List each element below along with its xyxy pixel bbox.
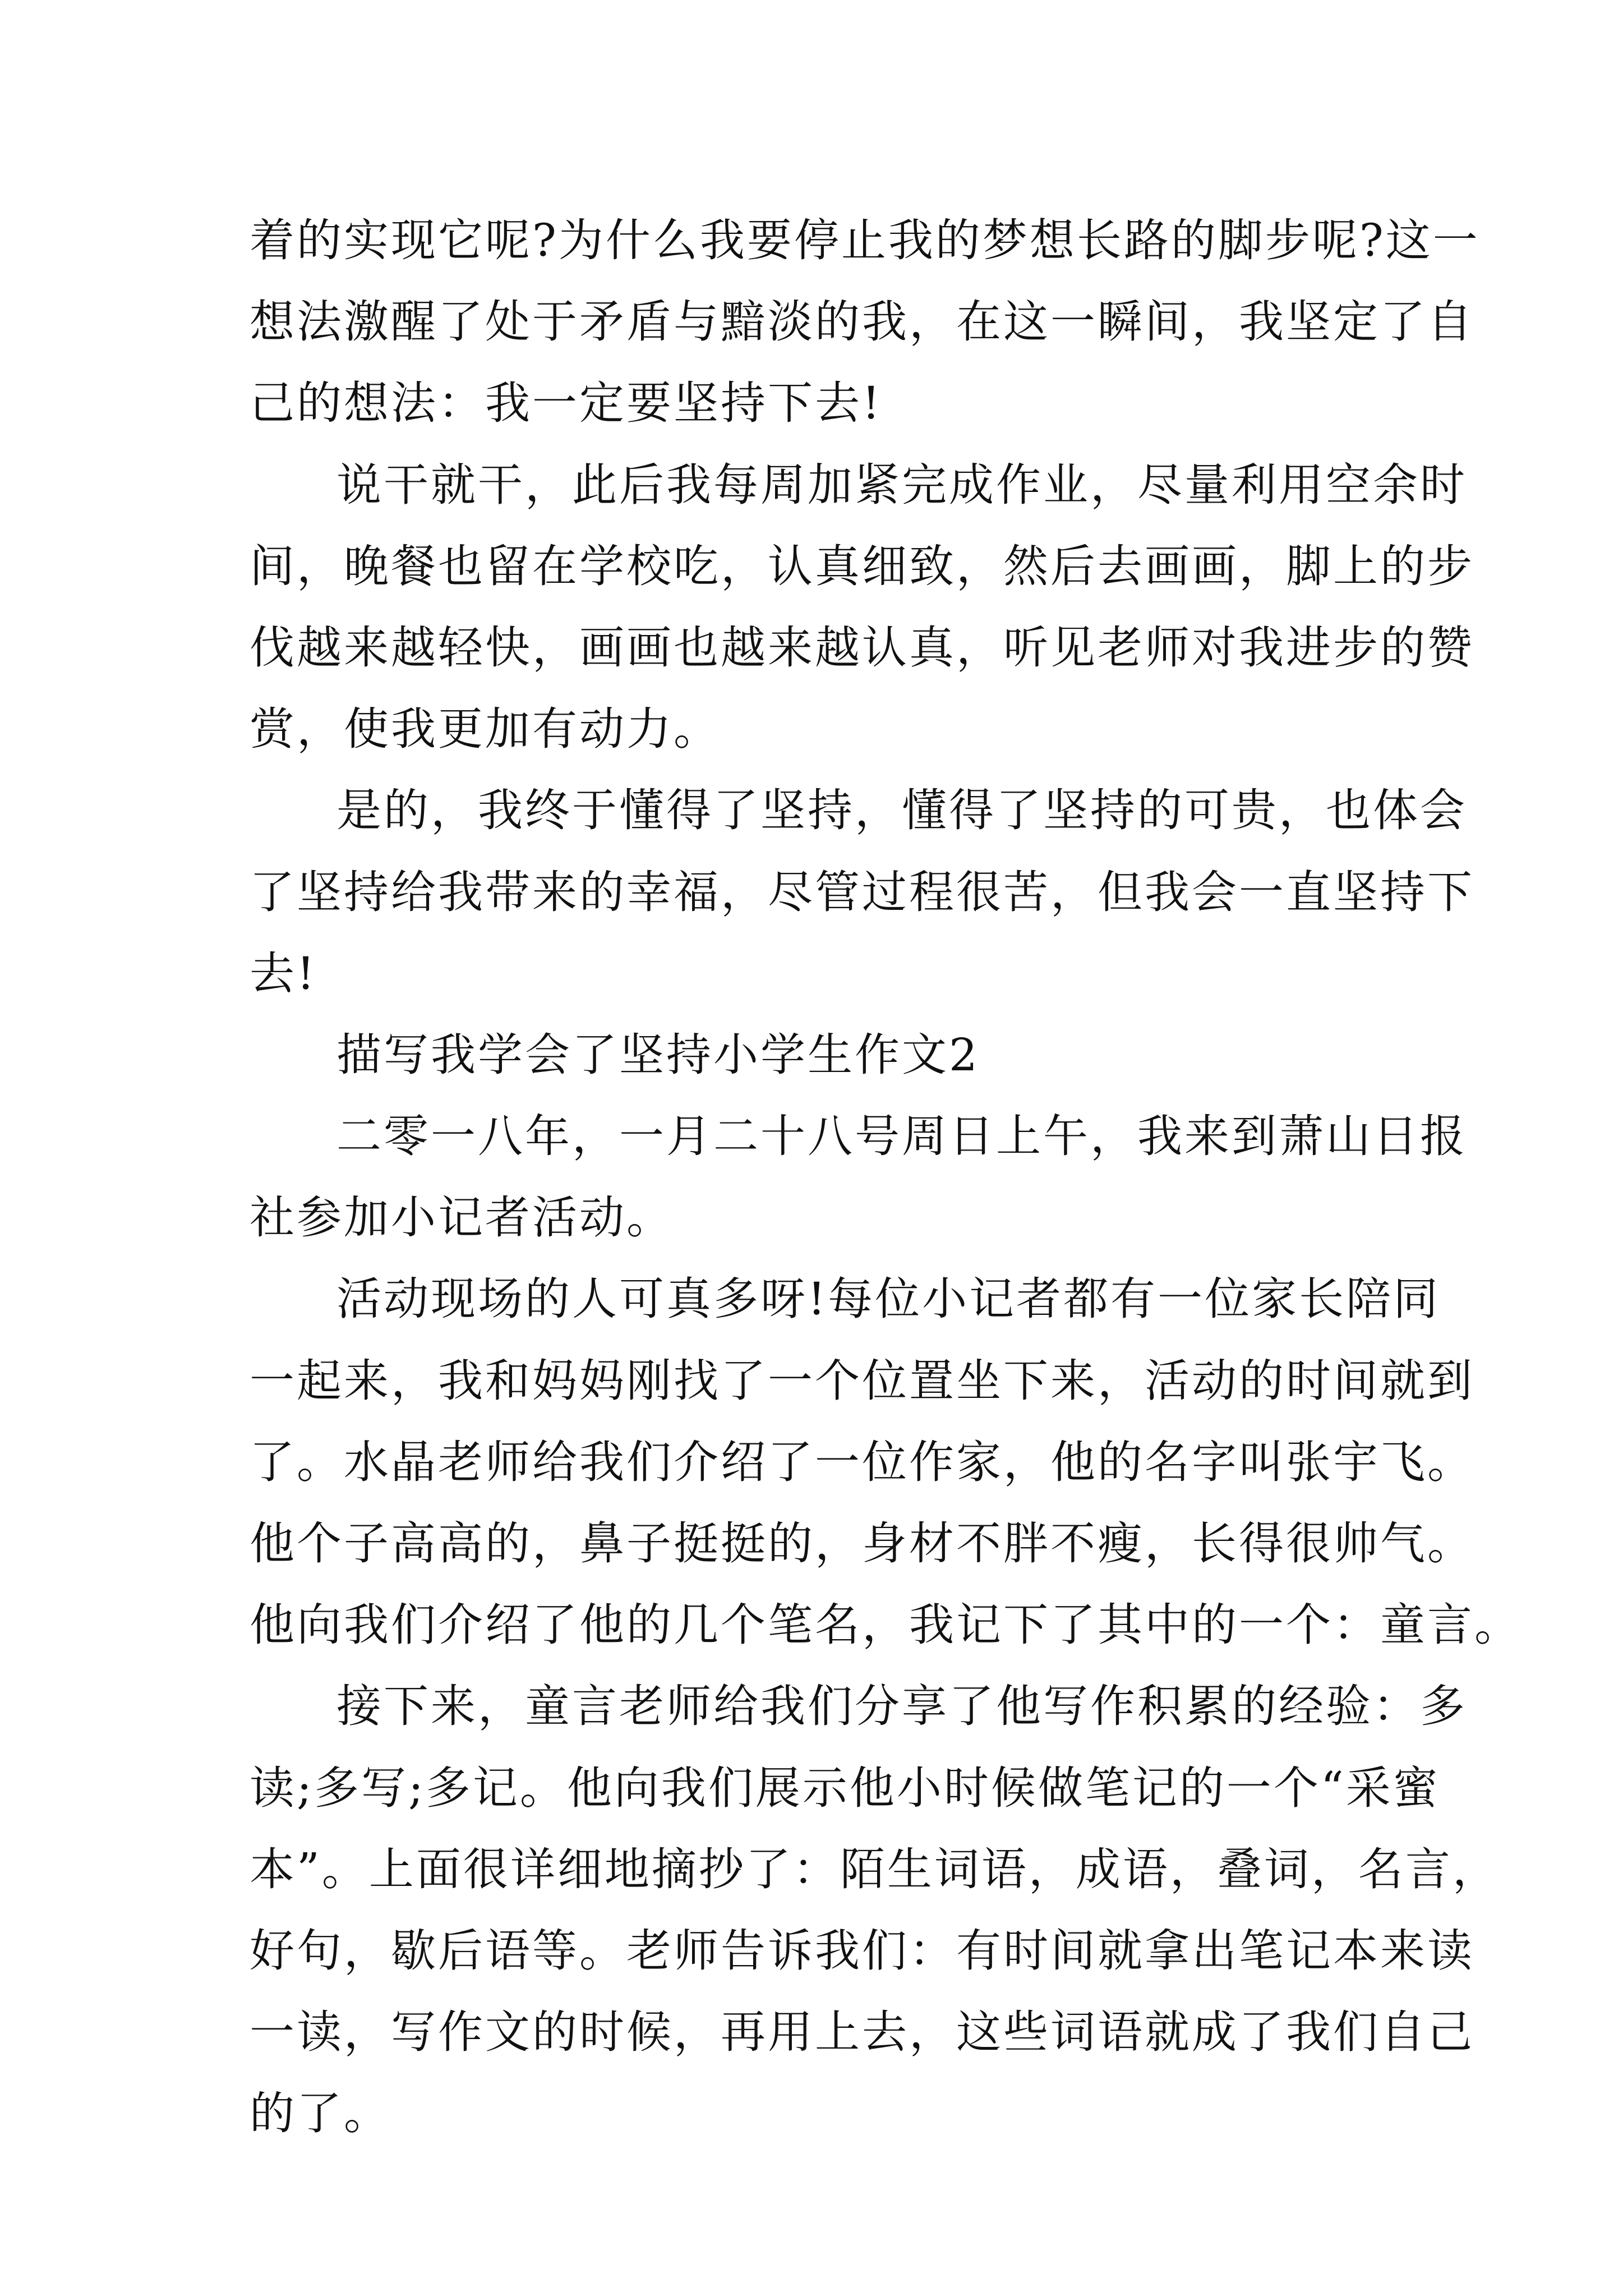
paragraph-first-line: 接下来，童言老师给我们分享了他写作积累的经验：多 (336, 1680, 1467, 1733)
text-line: 了。水晶老师给我们介绍了一位作家，他的名字叫张宇飞。 (250, 1435, 1474, 1488)
text-line: 了坚持给我带来的幸福，尽管过程很苦，但我会一直坚持下 (250, 866, 1474, 918)
text-line: 他向我们介绍了他的几个笔名，我记下了其中的一个：童言。 (250, 1599, 1521, 1651)
paragraph-first-line: 说干就干，此后我每周加紧完成作业，尽量利用空余时 (336, 458, 1467, 511)
text-line: 的了。 (250, 2087, 391, 2140)
text-line: 己的想法：我一定要坚持下去! (250, 377, 883, 430)
text-line: 着的实现它呢?为什么我要停止我的梦想长路的脚步呢?这一 (250, 214, 1480, 266)
paragraph-first-line: 是的，我终于懂得了坚持，懂得了坚持的可贵，也体会 (336, 784, 1467, 837)
text-line: 间，晚餐也留在学校吃，认真细致，然后去画画，脚上的步 (250, 540, 1474, 592)
text-line: 想法激醒了处于矛盾与黯淡的我，在这一瞬间，我坚定了自 (250, 296, 1474, 348)
essay-title: 描写我学会了坚持小学生作文2 (336, 1028, 980, 1081)
text-line: 一读，写作文的时候，再用上去，这些词语就成了我们自己 (250, 2006, 1474, 2059)
text-line: 赏，使我更加有动力。 (250, 703, 721, 756)
essay-text-block (250, 200, 1521, 2155)
text-line: 读;多写;多记。他向我们展示他小时候做笔记的一个“采蜜 (250, 1761, 1440, 1814)
text-line: 伐越来越轻快，画画也越来越认真，听见老师对我进步的赞 (250, 621, 1474, 674)
text-line: 好句，歇后语等。老师告诉我们：有时间就拿出笔记本来读 (250, 1924, 1474, 1977)
text-line: 去! (250, 947, 317, 1000)
text-line: 他个子高高的，鼻子挺挺的，身材不胖不瘦，长得很帅气。 (250, 1517, 1474, 1570)
text-line: 社参加小记者活动。 (250, 1191, 674, 1244)
paragraph-first-line: 活动现场的人可真多呀!每位小记者都有一位家长陪同 (336, 1273, 1441, 1326)
paragraph-first-line: 二零一八年，一月二十八号周日上午，我来到萧山日报 (336, 1110, 1467, 1163)
text-line: 本”。上面很详细地摘抄了：陌生词语，成语，叠词，名言， (250, 1843, 1500, 1895)
text-line: 一起来，我和妈妈刚找了一个位置坐下来，活动的时间就到 (250, 1354, 1474, 1407)
